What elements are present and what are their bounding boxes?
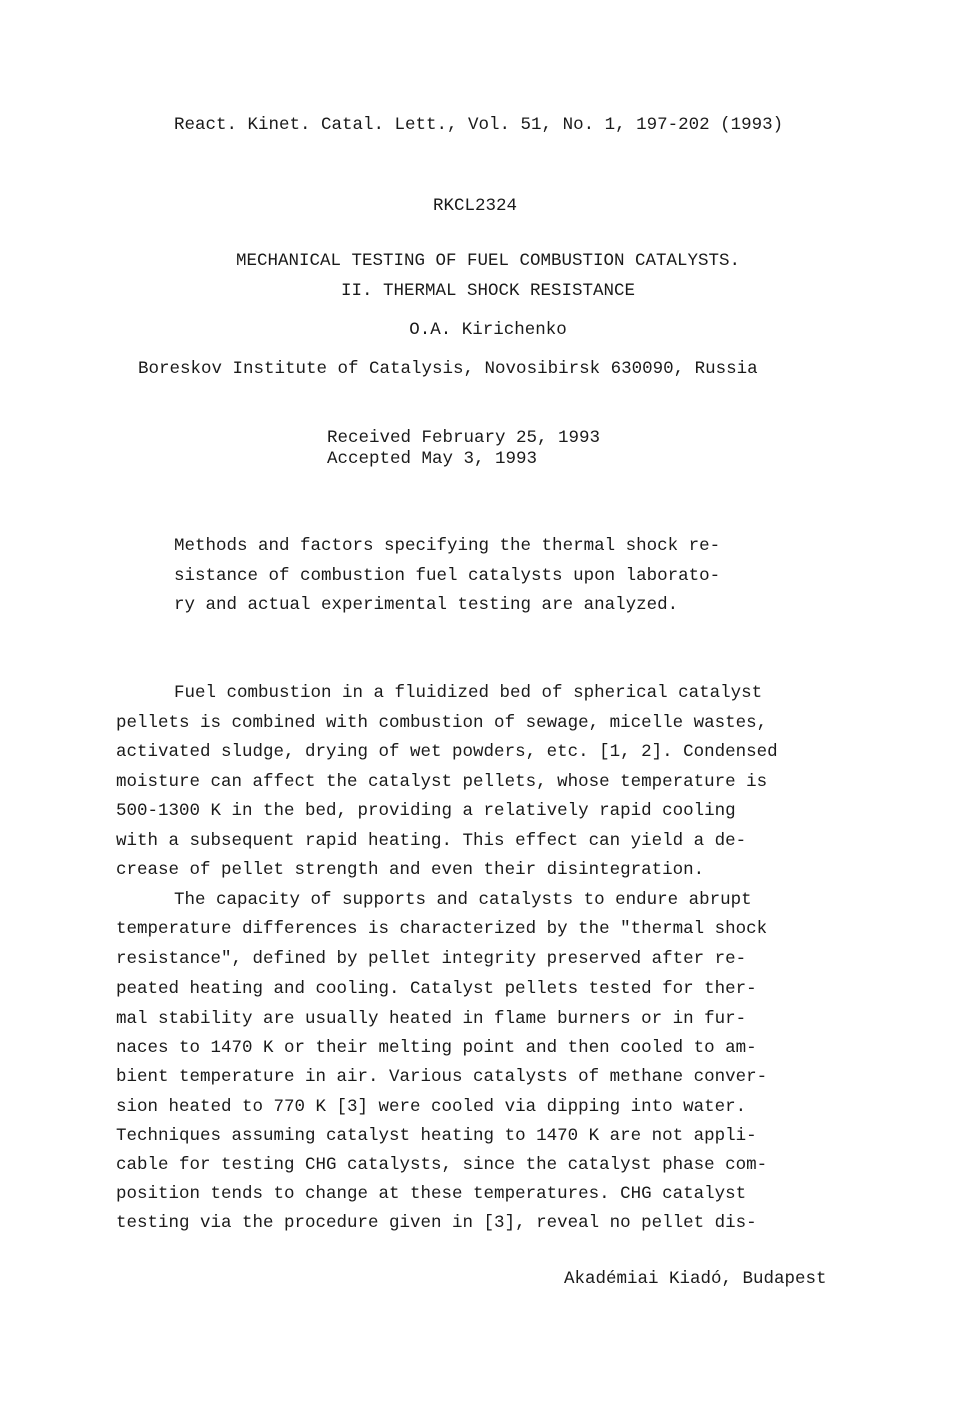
body-line: position tends to change at these temperatures. CHG catalyst: [116, 1184, 747, 1204]
affiliation: Boreskov Institute of Catalysis, Novosibirsk 630090, Russia: [138, 359, 758, 379]
accepted-date: Accepted May 3, 1993: [327, 449, 538, 469]
abstract-line: ry and actual experimental testing are analyzed.: [174, 595, 679, 615]
body-line: 500-1300 K in the bed, providing a relatively rapid cooling: [116, 801, 736, 821]
body-line: Techniques assuming catalyst heating to 1470 K are not appli-: [116, 1126, 757, 1146]
body-line: with a subsequent rapid heating. This effect can yield a de-: [116, 831, 747, 851]
body-line: crease of pellet strength and even their disintegration.: [116, 860, 705, 880]
body-line: naces to 1470 K or their melting point and then cooled to am-: [116, 1038, 757, 1058]
body-line: activated sludge, drying of wet powders, etc. [1, 2]. Condensed: [116, 742, 778, 762]
article-code: RKCL2324: [433, 196, 518, 216]
body-line: temperature differences is characterized by the "thermal shock: [116, 919, 768, 939]
body-line: bient temperature in air. Various catalysts of methane conver-: [116, 1067, 768, 1087]
abstract-line: sistance of combustion fuel catalysts upon laborato-: [174, 566, 721, 586]
body-line: testing via the procedure given in [3], reveal no pellet dis-: [116, 1213, 757, 1233]
body-line: moisture can affect the catalyst pellets, whose temperature is: [116, 772, 768, 792]
body-line: sion heated to 770 K [3] were cooled via dipping into water.: [116, 1097, 747, 1117]
abstract-line: Methods and factors specifying the thermal shock re-: [174, 536, 721, 556]
received-date: Received February 25, 1993: [327, 428, 601, 448]
publisher-footer: Akadémiai Kiadó, Budapest: [564, 1269, 827, 1289]
body-line: Fuel combustion in a fluidized bed of spherical catalyst: [174, 683, 763, 703]
body-line: resistance", defined by pellet integrity preserved after re-: [116, 949, 747, 969]
body-line: cable for testing CHG catalysts, since the catalyst phase com-: [116, 1155, 768, 1175]
journal-citation: React. Kinet. Catal. Lett., Vol. 51, No. 1, 197-202 (1993): [174, 115, 784, 135]
body-line: mal stability are usually heated in flame burners or in fur-: [116, 1009, 747, 1029]
body-line: peated heating and cooling. Catalyst pellets tested for ther-: [116, 979, 757, 999]
title-line-1: MECHANICAL TESTING OF FUEL COMBUSTION CATALYSTS.: [235, 251, 741, 271]
body-line: pellets is combined with combustion of sewage, micelle wastes,: [116, 713, 768, 733]
title-line-2: II. THERMAL SHOCK RESISTANCE: [340, 281, 636, 301]
author-name: O.A. Kirichenko: [409, 320, 567, 340]
body-line: The capacity of supports and catalysts to endure abrupt: [174, 890, 752, 910]
